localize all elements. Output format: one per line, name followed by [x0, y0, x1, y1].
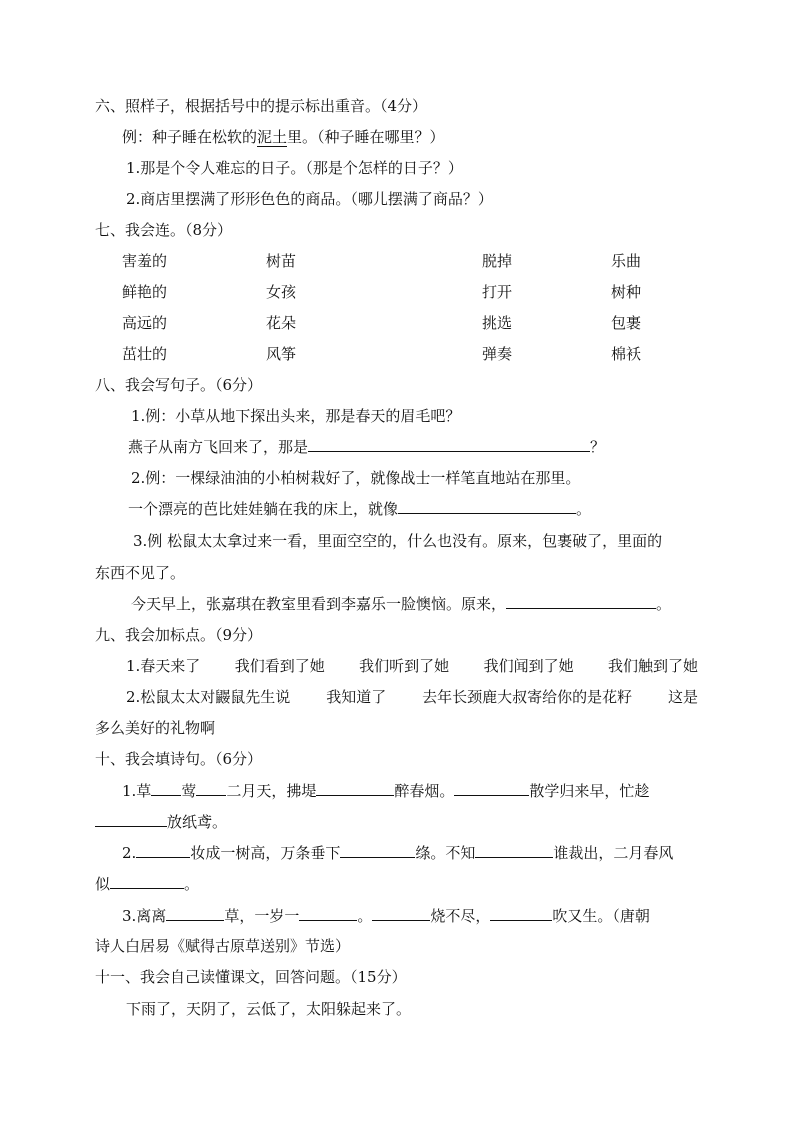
phrase: 我们闻到了她 [483, 657, 574, 675]
answer-blank[interactable] [136, 843, 190, 858]
phrase: 我们触到了她 [607, 657, 698, 675]
reading-passage: 下雨了，天阴了，云低了，太阳躲起来了。 [126, 1000, 412, 1018]
section-7-heading: 七、我会连。（8分） [95, 221, 233, 239]
task-3-end: 。 [656, 595, 672, 613]
match-col3-item: 弹奏 [482, 345, 513, 363]
phrase: 这是 [667, 688, 698, 706]
section-6-question-2: 2.商店里摆满了形形色色的商品。（哪儿摆满了商品？） [126, 190, 493, 208]
answer-blank[interactable] [308, 437, 590, 452]
answer-blank[interactable] [490, 906, 552, 921]
text: 莺 [181, 782, 197, 800]
poem-3-line1 [122, 906, 650, 926]
section-9-heading: 九、我会加标点。（9分） [95, 626, 263, 644]
text: 2. [122, 844, 137, 862]
answer-blank[interactable] [196, 781, 226, 796]
text: 似 [95, 875, 111, 893]
task-3-prompt: 今天早上，张嘉琪在教室里看到李嘉乐一脸懊恼。原来， [131, 595, 507, 613]
match-col1-item: 高远的 [122, 314, 168, 332]
match-col2-item: 女孩 [266, 283, 297, 301]
answer-blank[interactable] [506, 594, 656, 609]
match-col1-item: 茁壮的 [122, 345, 168, 363]
section-9-question-2-line2: 多么美好的礼物啊 [95, 719, 216, 737]
section-8-example-2: 2.例：一棵绿油油的小柏树栽好了，就像战士一样笔直地站在那里。 [131, 469, 581, 487]
answer-blank[interactable] [299, 906, 357, 921]
section-8-example-3-line1: 3.例 松鼠太太拿过来一看，里面空空的，什么也没有。原来，包裹破了，里面的 [133, 532, 663, 550]
section-9-question-1 [126, 656, 698, 676]
phrase: 我们听到了她 [359, 657, 450, 675]
task-1-end: ？ [590, 438, 606, 456]
task-2-end: 。 [576, 500, 592, 518]
section-9-question-2 [126, 687, 698, 707]
phrase: 我知道了 [326, 688, 387, 706]
match-col4-item: 树种 [611, 283, 642, 301]
match-col3-item: 打开 [482, 283, 513, 301]
match-col2-item: 树苗 [266, 252, 297, 270]
section-6-example [122, 127, 445, 147]
example-underlined-word: 泥土 [257, 128, 288, 146]
match-col4-item: 棉袄 [611, 345, 642, 363]
answer-blank[interactable] [166, 906, 224, 921]
answer-blank[interactable] [151, 781, 181, 796]
match-col3-item: 挑选 [482, 314, 513, 332]
poem-2-line2 [95, 874, 199, 894]
match-col2-item: 风筝 [266, 345, 297, 363]
text: 。 [357, 907, 373, 925]
match-col4-item: 包裹 [611, 314, 642, 332]
answer-blank[interactable] [398, 499, 576, 514]
text: 3.离离 [122, 907, 167, 925]
section-6-heading: 六、照样子，根据括号中的提示标出重音。（4分） [95, 97, 428, 115]
answer-blank[interactable] [372, 906, 430, 921]
text: 妆成一树高，万条垂下 [190, 844, 341, 862]
answer-blank[interactable] [475, 843, 553, 858]
match-col1-item: 害羞的 [122, 252, 168, 270]
answer-blank[interactable] [340, 843, 415, 858]
phrase: 去年长颈鹿大叔寄给你的是花籽 [422, 688, 633, 706]
phrase: 2.松鼠太太对鼹鼠先生说 [126, 688, 291, 706]
poem-2-line1 [122, 843, 673, 863]
section-8-task-1 [128, 437, 605, 457]
section-6-question-1: 1.那是个令人难忘的日子。（那是个怎样的日子？） [126, 159, 463, 177]
answer-blank[interactable] [454, 781, 529, 796]
section-8-heading: 八、我会写句子。（6分） [95, 376, 263, 394]
text: 绦。不知 [415, 844, 476, 862]
section-8-example-1: 1.例：小草从地下探出头来，那是春天的眉毛吧？ [131, 407, 461, 425]
text: 二月天，拂堤 [226, 782, 317, 800]
task-2-prompt: 一个漂亮的芭比娃娃躺在我的床上，就像 [128, 500, 399, 518]
answer-blank[interactable] [316, 781, 394, 796]
text: 草，一岁一 [224, 907, 300, 925]
text: 1.草 [122, 782, 152, 800]
text: 放纸鸢。 [167, 813, 228, 831]
text: 谁裁出，二月春风 [553, 844, 674, 862]
section-11-heading: 十一、我会自己读懂课文，回答问题。（15分） [95, 968, 407, 986]
answer-blank[interactable] [110, 874, 184, 889]
poem-1-line2 [95, 812, 227, 832]
phrase: 我们看到了她 [234, 657, 325, 675]
example-suffix: 里。（种子睡在哪里？） [287, 128, 445, 146]
phrase: 1.春天来了 [126, 657, 201, 675]
section-8-task-2 [128, 499, 591, 519]
text: 散学归来早，忙趁 [529, 782, 650, 800]
match-col4-item: 乐曲 [611, 252, 642, 270]
answer-blank[interactable] [95, 812, 167, 827]
poem-1-line1 [122, 781, 649, 801]
match-col3-item: 脱掉 [482, 252, 513, 270]
text: 吹又生。（唐朝 [552, 907, 650, 925]
section-8-example-3-line2: 东西不见了。 [95, 564, 186, 582]
text: 烧不尽， [430, 907, 491, 925]
text: 醉春烟。 [394, 782, 455, 800]
section-8-task-3 [131, 594, 671, 614]
task-1-prompt: 燕子从南方飞回来了，那是 [128, 438, 309, 456]
example-prefix: 例：种子睡在松软的 [122, 128, 258, 146]
match-col1-item: 鲜艳的 [122, 283, 168, 301]
match-col2-item: 花朵 [266, 314, 297, 332]
text: 。 [184, 875, 200, 893]
section-10-heading: 十、我会填诗句。（6分） [95, 750, 263, 768]
poem-3-line2: 诗人白居易《赋得古原草送别》节选） [95, 937, 351, 955]
